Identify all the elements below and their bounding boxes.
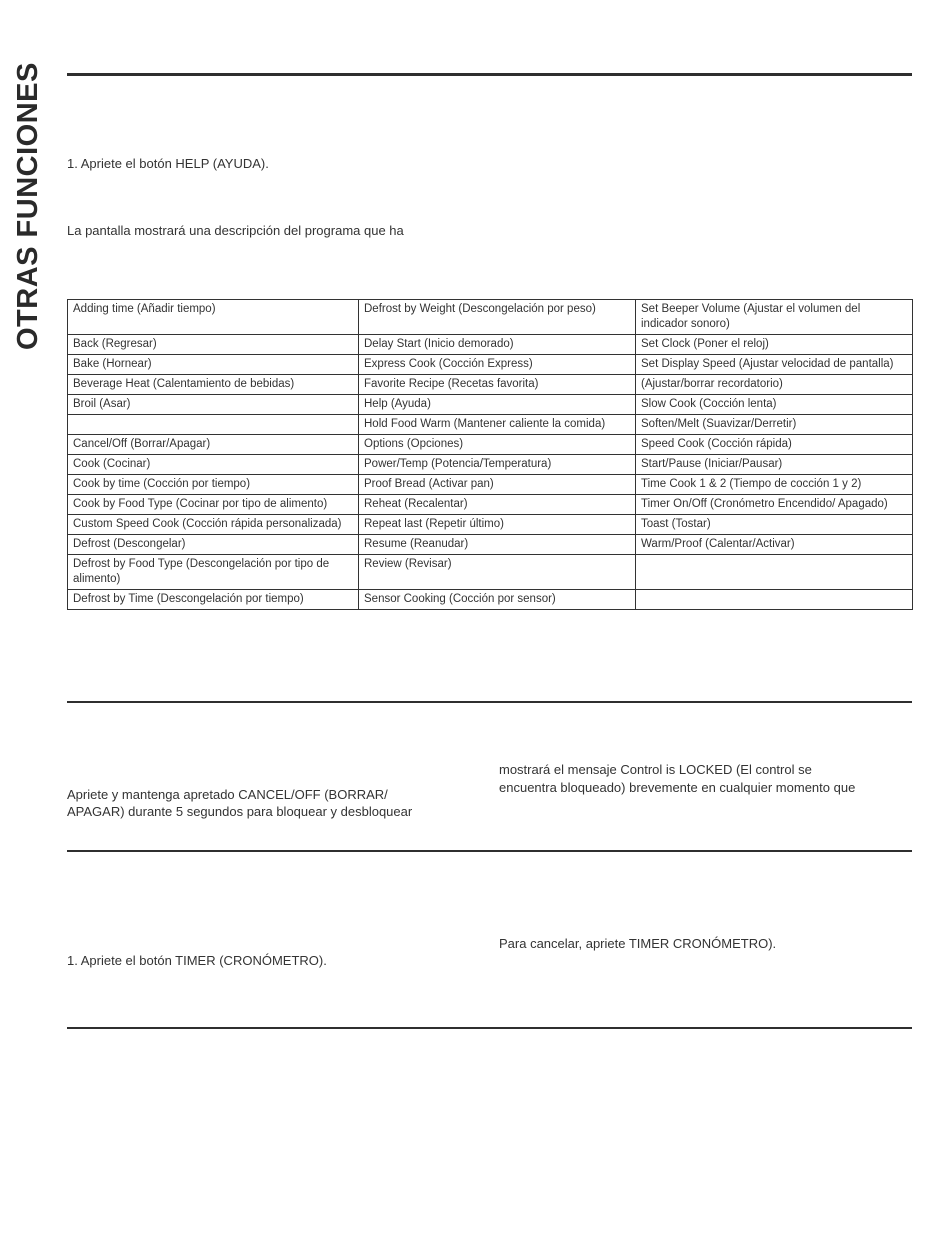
- table-cell: Reheat (Recalentar): [359, 495, 636, 515]
- table-cell: Start/Pause (Iniciar/Pausar): [636, 455, 913, 475]
- timer-cancel-text: Para cancelar, apriete TIMER CRONÓMETRO).: [499, 936, 777, 951]
- help-step-1: 1. Apriete el botón HELP (AYUDA).: [67, 156, 269, 171]
- table-row: [68, 375, 913, 395]
- top-divider: [67, 73, 912, 76]
- table-cell: Defrost (Descongelar): [68, 535, 359, 555]
- table-row: [68, 415, 913, 435]
- table-cell: Cancel/Off (Borrar/Apagar): [68, 435, 359, 455]
- table-cell: Options (Opciones): [359, 435, 636, 455]
- table-cell: Proof Bread (Activar pan): [359, 475, 636, 495]
- table-cell: Set Clock (Poner el reloj): [636, 335, 913, 355]
- table-cell: Slow Cook (Cocción lenta): [636, 395, 913, 415]
- bottom-divider: [67, 1027, 912, 1029]
- section-side-title: OTRAS FUNCIONES: [12, 62, 44, 350]
- table-row: [68, 515, 913, 535]
- table-row: [68, 435, 913, 455]
- help-description: La pantalla mostrará una descripción del programa que ha: [67, 223, 404, 238]
- table-cell: Cook (Cocinar): [68, 455, 359, 475]
- table-row: [68, 590, 913, 610]
- table-cell: Help (Ayuda): [359, 395, 636, 415]
- table-cell: Review (Revisar): [359, 555, 636, 590]
- table-cell: Time Cook 1 & 2 (Tiempo de cocción 1 y 2): [636, 475, 913, 495]
- table-cell: Set Display Speed (Ajustar velocidad de pantalla): [636, 355, 913, 375]
- table-cell: Cook by time (Cocción por tiempo): [68, 475, 359, 495]
- table-cell: Timer On/Off (Cronómetro Encendido/ Apagado): [636, 495, 913, 515]
- table-row: [68, 355, 913, 375]
- divider-after-lock: [67, 850, 912, 852]
- table-cell: Beverage Heat (Calentamiento de bebidas): [68, 375, 359, 395]
- table-cell: Repeat last (Repetir último): [359, 515, 636, 535]
- lock-left-line-2: APAGAR) durante 5 segundos para bloquear y desbloquear: [67, 804, 413, 819]
- table-cell: (Ajustar/borrar recordatorio): [636, 375, 913, 395]
- table-cell: Speed Cook (Cocción rápida): [636, 435, 913, 455]
- table-cell: Soften/Melt (Suavizar/Derretir): [636, 415, 913, 435]
- table-cell: [68, 415, 359, 435]
- table-cell: Back (Regresar): [68, 335, 359, 355]
- table-cell: [636, 555, 913, 590]
- lock-right-line-1: mostrará el mensaje Control is LOCKED (El control se: [499, 762, 812, 777]
- table-cell: Sensor Cooking (Cocción por sensor): [359, 590, 636, 610]
- table-cell: Power/Temp (Potencia/Temperatura): [359, 455, 636, 475]
- table-row: [68, 555, 913, 590]
- table-cell: Bake (Hornear): [68, 355, 359, 375]
- divider-after-table: [67, 701, 912, 703]
- timer-step-1: 1. Apriete el botón TIMER (CRONÓMETRO).: [67, 953, 327, 968]
- table-row: [68, 395, 913, 415]
- table-cell: Adding time (Añadir tiempo): [68, 300, 359, 335]
- table-cell: Warm/Proof (Calentar/Activar): [636, 535, 913, 555]
- table-cell: Toast (Tostar): [636, 515, 913, 535]
- table-row: [68, 535, 913, 555]
- table-row: [68, 455, 913, 475]
- lock-left-line-1: Apriete y mantenga apretado CANCEL/OFF (BORRAR/: [67, 787, 388, 802]
- table-row: [68, 335, 913, 355]
- table-cell: Broil (Asar): [68, 395, 359, 415]
- table-cell: Hold Food Warm (Mantener caliente la comida): [359, 415, 636, 435]
- table-row: [68, 300, 913, 335]
- table-cell: Favorite Recipe (Recetas favorita): [359, 375, 636, 395]
- table-cell: Defrost by Food Type (Descongelación por tipo de alimento): [68, 555, 359, 590]
- table-cell: Delay Start (Inicio demorado): [359, 335, 636, 355]
- table-row: [68, 475, 913, 495]
- table-cell: Set Beeper Volume (Ajustar el volumen del indicador sonoro): [636, 300, 913, 335]
- table-row: [68, 495, 913, 515]
- table-cell: Custom Speed Cook (Cocción rápida personalizada): [68, 515, 359, 535]
- lock-right-line-2: encuentra bloqueado) brevemente en cualquier momento que: [499, 780, 856, 795]
- table-cell: Defrost by Time (Descongelación por tiempo): [68, 590, 359, 610]
- table-cell: [636, 590, 913, 610]
- table-cell: Defrost by Weight (Descongelación por peso): [359, 300, 636, 335]
- table-cell: Resume (Reanudar): [359, 535, 636, 555]
- help-features-table: [67, 299, 913, 610]
- table-cell: Cook by Food Type (Cocinar por tipo de alimento): [68, 495, 359, 515]
- table-cell: Express Cook (Cocción Express): [359, 355, 636, 375]
